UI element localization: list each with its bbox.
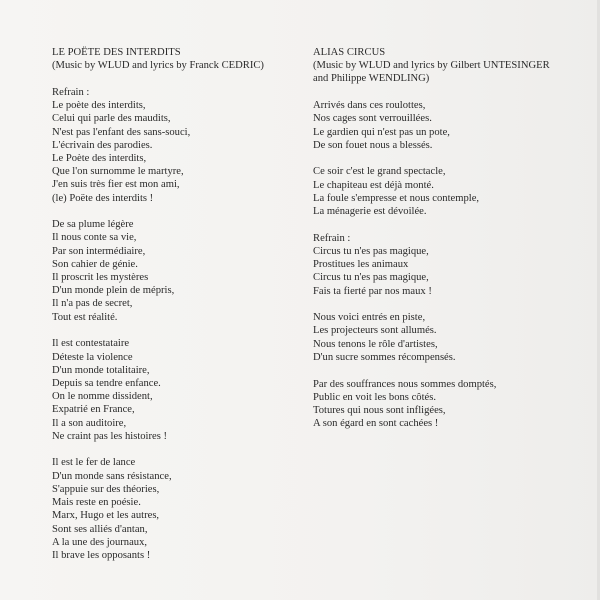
lyric-line: De son fouet nous a blessés. — [313, 139, 433, 151]
lyric-line: A son égard en sont cachées ! — [313, 418, 439, 430]
stanza — [313, 99, 553, 152]
lyric-line: Le poète des interdits, — [52, 100, 146, 112]
lyric-line: D'un monde totalitaire, — [52, 364, 150, 376]
stanza-gap — [313, 86, 553, 100]
lyric-line: On le nomme dissident, — [52, 391, 153, 403]
lyric-line: Tout est réalité. — [52, 311, 118, 323]
lyric-line: Par des souffrances nous sommes domptés, — [313, 378, 497, 390]
lyric-line: Depuis sa tendre enfance. — [52, 377, 161, 389]
lyric-line: D'un sucre sommes récompensés. — [313, 351, 456, 363]
lyric-line: Il proscrit les mystères — [52, 272, 149, 284]
lyric-line: La foule s'empresse et nous contemple, — [313, 192, 480, 204]
lyric-line: Fais ta fierté par nos maux ! — [313, 285, 432, 297]
stanza-gap — [52, 205, 292, 219]
lyric-line: Celui qui parle des maudits, — [52, 113, 171, 125]
lyric-line: S'appuie sur des théories, — [52, 483, 160, 495]
lyric-line: Refrain : — [52, 86, 90, 98]
song-title: LE POËTE DES INTERDITS — [52, 47, 181, 58]
lyric-line: Totures qui nous sont infligées, — [313, 404, 446, 416]
lyric-line: D'un monde plein de mépris, — [52, 285, 175, 297]
stanza — [313, 311, 553, 364]
song-title: ALIAS CIRCUS — [313, 47, 386, 58]
lyric-line: Le Poète des interdits, — [52, 152, 147, 164]
lyric-line: Nos cages sont verrouillées. — [313, 113, 432, 125]
stanza-gap — [52, 72, 292, 86]
lyric-line: Il brave les opposants ! — [52, 549, 151, 561]
stanza — [52, 86, 292, 205]
lyric-line: Sont ses alliés d'antan, — [52, 523, 148, 535]
lyric-line: Par son intermédiaire, — [52, 245, 146, 257]
lyric-line: N'est pas l'enfant des sans-souci, — [52, 126, 191, 138]
lyric-line: Il nous conte sa vie, — [52, 232, 137, 244]
stanza — [313, 165, 553, 218]
lyric-line: Il a son auditoire, — [52, 417, 127, 429]
lyric-line: Il n'a pas de secret, — [52, 298, 133, 310]
lyric-line: Expatrié en France, — [52, 404, 135, 416]
lyric-line: Son cahier de génie. — [52, 258, 138, 270]
lyric-line: Refrain : — [313, 232, 351, 244]
song-credit: (Music by WLUD and lyrics by Gilbert UNTESINGER and Philippe WENDLING) — [313, 60, 550, 85]
lyric-line: Circus tu n'es pas magique, — [313, 245, 429, 257]
song-credit: (Music by WLUD and lyrics by Franck CEDRIC) — [52, 60, 264, 72]
lyric-line: Le chapiteau est déjà monté. — [313, 179, 434, 191]
lyric-line: (le) Poëte des interdits ! — [52, 192, 154, 204]
lyric-line: Marx, Hugo et les autres, — [52, 510, 160, 522]
stanza-gap — [313, 152, 553, 166]
stanza — [52, 218, 292, 324]
stanza — [313, 378, 553, 431]
lyric-line: D'un monde sans résistance, — [52, 470, 172, 482]
lyric-line: Mais reste en poésie. — [52, 497, 141, 509]
lyric-line: A la une des journaux, — [52, 536, 148, 548]
stanza-gap — [52, 443, 292, 457]
lyric-line: Déteste la violence — [52, 351, 133, 363]
lyric-line: Il est contestataire — [52, 338, 130, 350]
lyric-line: Nous voici entrés en piste, — [313, 312, 426, 324]
song-right — [313, 46, 553, 430]
song-left — [52, 46, 292, 562]
lyric-line: Que l'on surnomme le martyre, — [52, 166, 184, 178]
stanza — [52, 456, 292, 562]
lyric-line: Il est le fer de lance — [52, 457, 136, 469]
stanza-gap — [313, 218, 553, 232]
lyric-line: J'en suis très fier est mon ami, — [52, 179, 180, 191]
lyric-line: La ménagerie est dévoilée. — [313, 206, 427, 218]
lyric-line: Les projecteurs sont allumés. — [313, 325, 437, 337]
lyric-line: Nous tenons le rôle d'artistes, — [313, 338, 438, 350]
lyric-line: Le gardien qui n'est pas un pote, — [313, 126, 450, 138]
lyric-line: Arrivés dans ces roulottes, — [313, 100, 426, 112]
lyric-line: Public en voit les bons côtés. — [313, 391, 436, 403]
lyric-line: Ce soir c'est le grand spectacle, — [313, 166, 446, 178]
lyric-line: De sa plume légère — [52, 219, 134, 231]
lyric-line: Ne craint pas les histoires ! — [52, 430, 168, 442]
stanza-gap — [313, 298, 553, 312]
stanza — [52, 337, 292, 443]
stanza-gap — [313, 364, 553, 378]
lyric-line: L'écrivain des parodies. — [52, 139, 153, 151]
lyric-line: Prostitues les animaux — [313, 259, 409, 271]
stanza-gap — [52, 324, 292, 338]
lyric-line: Circus tu n'es pas magique, — [313, 272, 429, 284]
stanza — [313, 232, 553, 298]
